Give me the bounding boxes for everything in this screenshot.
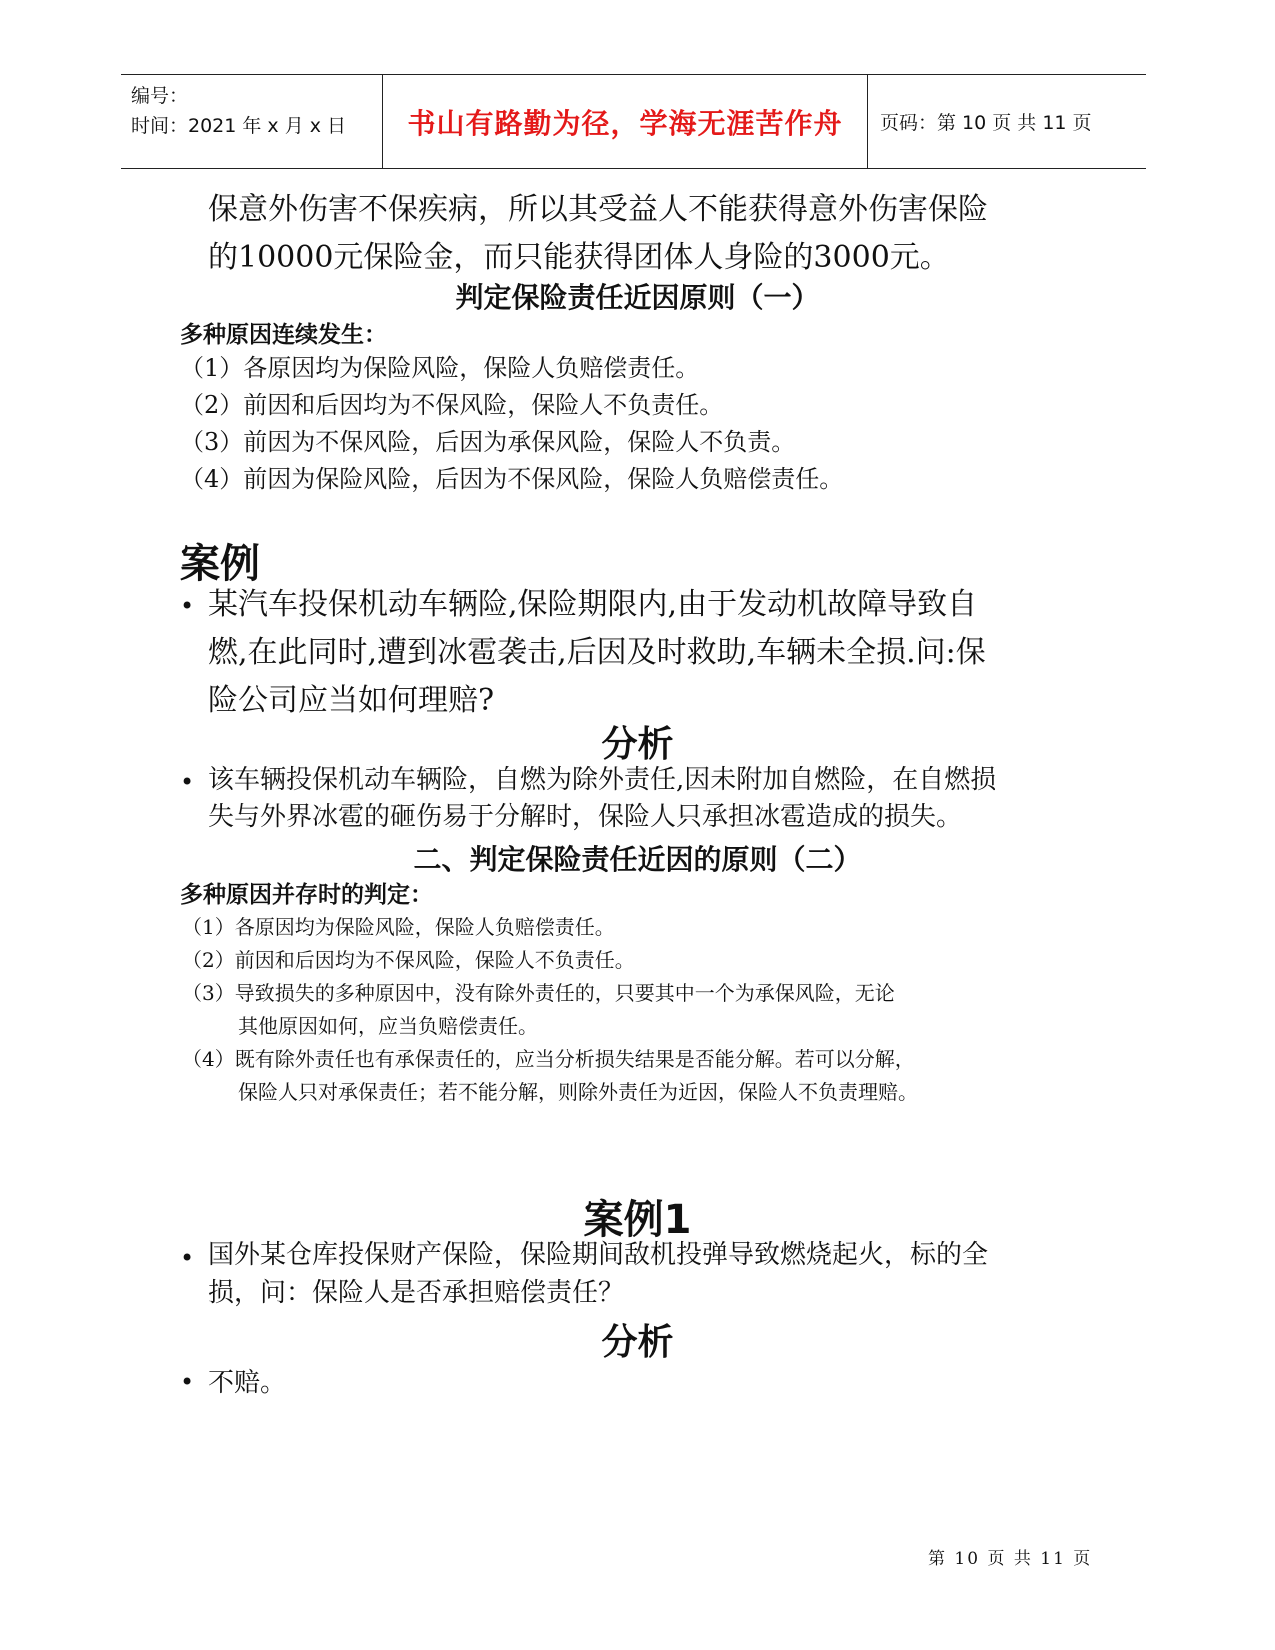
case1-title: 案例 <box>180 541 260 587</box>
section1-list <box>180 350 843 498</box>
bullet-icon: • <box>180 1368 195 1396</box>
case1-analysis <box>208 762 996 836</box>
list-item: （3）导致损失的多种原因中，没有除外责任的，只要其中一个为承保风险，无论 <box>182 981 895 1005</box>
analysis-line: 失与外界冰雹的砸伤易于分解时，保险人只承担冰雹造成的损失。 <box>208 802 963 832</box>
list-item: 保险人只对承保责任；若不能分解，则除外责任为近因，保险人不负责理赔。 <box>238 1080 918 1104</box>
case1-line: 燃,在此同时,遭到冰雹袭击,后因及时救助,车辆未全损.问:保 <box>208 635 986 670</box>
list-item: （1）各原因均为保险风险，保险人负赔偿责任。 <box>180 354 700 382</box>
list-item: （4）既有除外责任也有承保责任的，应当分析损失结果是否能分解。若可以分解， <box>182 1047 915 1071</box>
list-item: 其他原因如何，应当负赔偿责任。 <box>238 1014 538 1038</box>
list-item: （4）前因为保险风险，后因为不保风险，保险人负赔偿责任。 <box>180 465 844 493</box>
bullet-icon: • <box>180 768 195 796</box>
list-item: （1）各原因均为保险风险，保险人负赔偿责任。 <box>182 915 615 939</box>
case1-line: 某汽车投保机动车辆险,保险期限内,由于发动机故障导致自 <box>208 587 978 622</box>
bullet-icon: • <box>180 592 195 620</box>
case1-analysis-title: 分析 <box>601 724 674 765</box>
case2-line: 损，问：保险人是否承担赔偿责任？ <box>208 1278 625 1308</box>
bullet-icon: • <box>180 1244 195 1272</box>
case2-analysis-title: 分析 <box>601 1322 674 1363</box>
case1-line: 险公司应当如何理赔? <box>208 683 495 718</box>
document-time: 时间：2021 年 x 月 x 日 <box>131 115 347 137</box>
case1-question <box>208 581 986 725</box>
case2-line: 国外某仓库投保财产保险，保险期间敌机投弹导致燃烧起火，标的全 <box>208 1240 989 1270</box>
section2-subtitle: 多种原因并存时的判定： <box>180 882 433 908</box>
section1-subtitle: 多种原因连续发生： <box>180 322 387 348</box>
header-page-info: 页码：第 10 页 共 11 页 <box>880 112 1092 134</box>
intro-line: 的10000元保险金，而只能获得团体人身险的3000元。 <box>208 240 950 275</box>
section1-title: 判定保险责任近因原则（一） <box>455 281 820 314</box>
intro-line: 保意外伤害不保疾病，所以其受益人不能获得意外伤害保险 <box>208 192 988 227</box>
analysis-line: 该车辆投保机动车辆险，自燃为除外责任,因未附加自燃险，在自燃损 <box>208 765 997 795</box>
section2-title: 二、判定保险责任近因的原则（二） <box>413 843 862 876</box>
case2-question <box>208 1236 988 1312</box>
list-item: （2）前因和后因均为不保风险，保险人不负责任。 <box>182 948 635 972</box>
intro-paragraph <box>208 186 988 282</box>
header-table <box>121 74 1146 169</box>
page-footer: 第 10 页 共 11 页 <box>928 1549 1093 1569</box>
case2-analysis: 不赔。 <box>208 1368 287 1398</box>
list-item: （2）前因和后因均为不保风险，保险人不负责任。 <box>180 391 724 419</box>
section2-list <box>182 911 918 1109</box>
header-motto: 书山有路勤为径，学海无涯苦作舟 <box>383 75 868 168</box>
header-meta <box>121 75 383 168</box>
case2-title: 案例1 <box>583 1197 692 1243</box>
list-item: （3）前因为不保风险，后因为承保风险，保险人不负责。 <box>180 428 796 456</box>
document-number: 编号： <box>131 85 189 107</box>
